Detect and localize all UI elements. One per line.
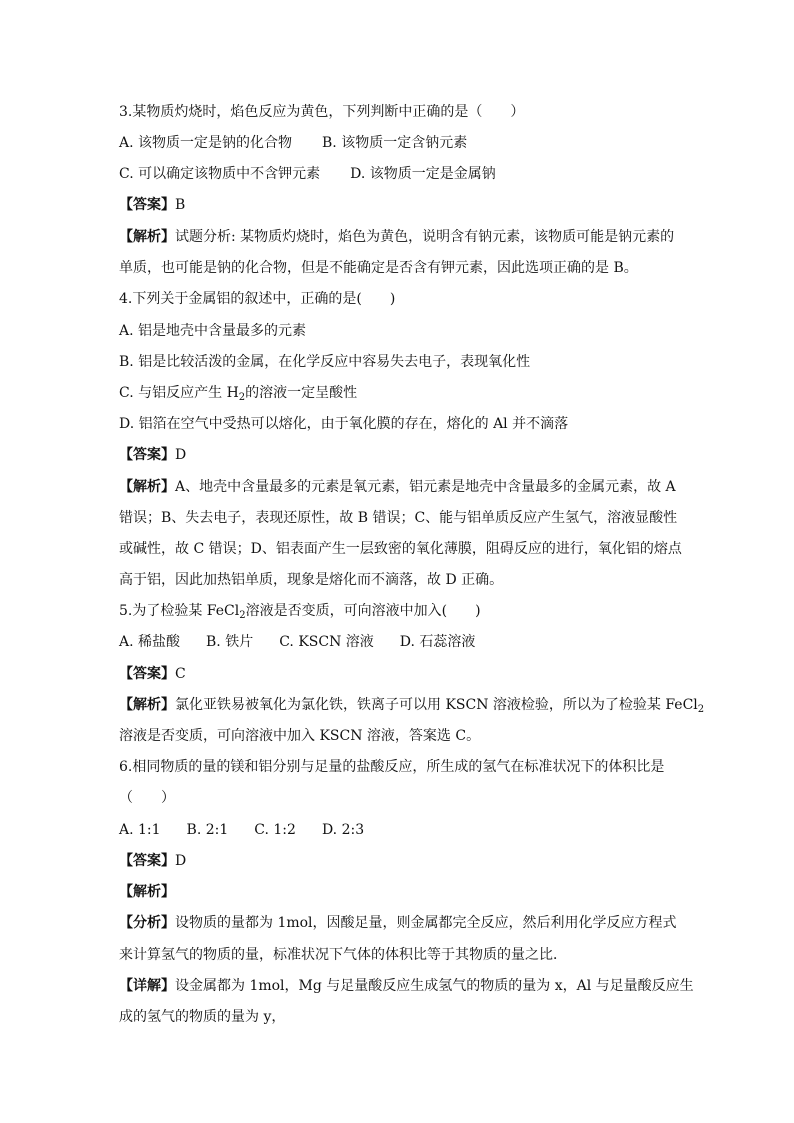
q5-options xyxy=(119,632,694,652)
q5-option-d: D. 石蕊溶液 xyxy=(399,634,476,650)
q6-answer xyxy=(119,851,694,871)
q6-options xyxy=(119,820,694,840)
answer-tag: 【答案】 xyxy=(119,447,175,463)
q5-analysis-line-2: 溶液是否变质，可向溶液中加入 KSCN 溶液，答案选 C。 xyxy=(119,728,481,744)
answer-value: C xyxy=(175,666,186,682)
q4-stem: 4.下列关于金属铝的叙述中，正确的是( ) xyxy=(119,291,396,307)
q3-answer xyxy=(119,195,694,215)
q4-analysis-line-4: 高于铝，因此加热铝单质，现象是熔化而不滴落，故 D 正确。 xyxy=(119,572,504,588)
q4-answer xyxy=(119,445,694,465)
answer-value: D xyxy=(175,853,187,869)
q6-analysis-tag: 【解析】 xyxy=(119,884,175,900)
xiangjie-tag: 【详解】 xyxy=(119,978,175,994)
q5-analysis-line-1: 【解析】氯化亚铁易被氧化为氯化铁，铁离子可以用 KSCN 溶液检验，所以为了检验某 FeCl$_2$ xyxy=(119,697,705,715)
q5-answer xyxy=(119,664,694,684)
q5-option-c: C. KSCN 溶液 xyxy=(279,634,374,650)
q4-analysis-line-3: 或碱性，故 C 错误；D、铝表面产生一层致密的氧化薄膜，阻碍反应的进行，氧化铝的熔点 xyxy=(119,541,682,557)
answer-value: D xyxy=(175,447,187,463)
q6-stem-line-2: （ ） xyxy=(119,790,175,806)
q6-option-b: B. 2:1 xyxy=(186,822,229,838)
q3-options-row-1 xyxy=(119,133,694,153)
q6-option-d: D. 2:3 xyxy=(321,822,365,838)
q3-option-c: C. 可以确定该物质中不含钾元素 xyxy=(119,166,321,182)
q5-option-b: B. 铁片 xyxy=(206,634,254,650)
analysis-tag: 【解析】 xyxy=(119,697,175,713)
q3-option-a: A. 该物质一定是钠的化合物 xyxy=(119,135,293,151)
q3-option-d: D. 该物质一定是金属钠 xyxy=(350,166,496,182)
q4-analysis-line-2: 错误；B、失去电子，表现还原性，故 B 错误；C、能与铝单质反应产生氢气，溶液显酸性 xyxy=(119,510,678,526)
q4-analysis-line-1: 【解析】A、地壳中含量最多的元素是氧元素，铝元素是地壳中含量最多的金属元素，故 A xyxy=(119,479,676,495)
q6-fenxi-line-2: 来计算氢气的物质的量，标准状况下气体的体积比等于其物质的量之比． xyxy=(119,947,567,963)
q3-stem: 3.某物质灼烧时，焰色反应为黄色，下列判断中正确的是（ ） xyxy=(119,104,525,120)
answer-tag: 【答案】 xyxy=(119,853,175,869)
q6-option-c: C. 1:2 xyxy=(254,822,296,838)
q4-option-a: A. 铝是地壳中含量最多的元素 xyxy=(119,323,307,339)
answer-tag: 【答案】 xyxy=(119,197,175,213)
q4-option-d: D. 铝箔在空气中受热可以熔化，由于氧化膜的存在，熔化的 Al 并不滴落 xyxy=(119,416,569,432)
q4-option-b: B. 铝是比较活泼的金属，在化学反应中容易失去电子，表现氧化性 xyxy=(119,354,531,370)
answer-tag: 【答案】 xyxy=(119,666,175,682)
q5-option-a: A. 稀盐酸 xyxy=(119,634,181,650)
q6-option-a: A. 1:1 xyxy=(119,822,161,838)
q3-option-b: B. 该物质一定含钠元素 xyxy=(322,135,468,151)
q3-options-row-2 xyxy=(119,164,694,184)
q6-xiangjie-line-2: 成的氢气的物质的量为 y， xyxy=(119,1009,286,1025)
analysis-tag: 【解析】 xyxy=(119,229,175,245)
q3-analysis-line-2: 单质，也可能是钠的化合物，但是不能确定是否含有钾元素，因此选项正确的是 B。 xyxy=(119,260,638,276)
q6-stem-line-1: 6.相同物质的量的镁和铝分别与足量的盐酸反应，所生成的氢气在标准状况下的体积比是 xyxy=(119,759,665,775)
q4-option-c: C. 与铝反应产生 $H_2$的溶液一定呈酸性 xyxy=(119,385,358,403)
analysis-tag: 【解析】 xyxy=(119,479,175,495)
q3-analysis-line-1: 【解析】试题分析: 某物质灼烧时，焰色为黄色，说明含有钠元素，该物质可能是钠元素的 xyxy=(119,229,675,245)
answer-value: B xyxy=(175,197,186,213)
q6-fenxi-line-1: 【分析】设物质的量都为 1mol，因酸足量，则金属都完全反应，然后利用化学反应方程式 xyxy=(119,915,677,931)
q5-stem: 5.为了检验某 FeCl$_2$溶液是否变质，可向溶液中加入( ) xyxy=(119,603,481,621)
q6-xiangjie-line-1: 【详解】设金属都为 1mol，Mg 与足量酸反应生成氢气的物质的量为 x，Al 与足量酸反应生 xyxy=(119,978,694,994)
fenxi-tag: 【分析】 xyxy=(119,915,175,931)
